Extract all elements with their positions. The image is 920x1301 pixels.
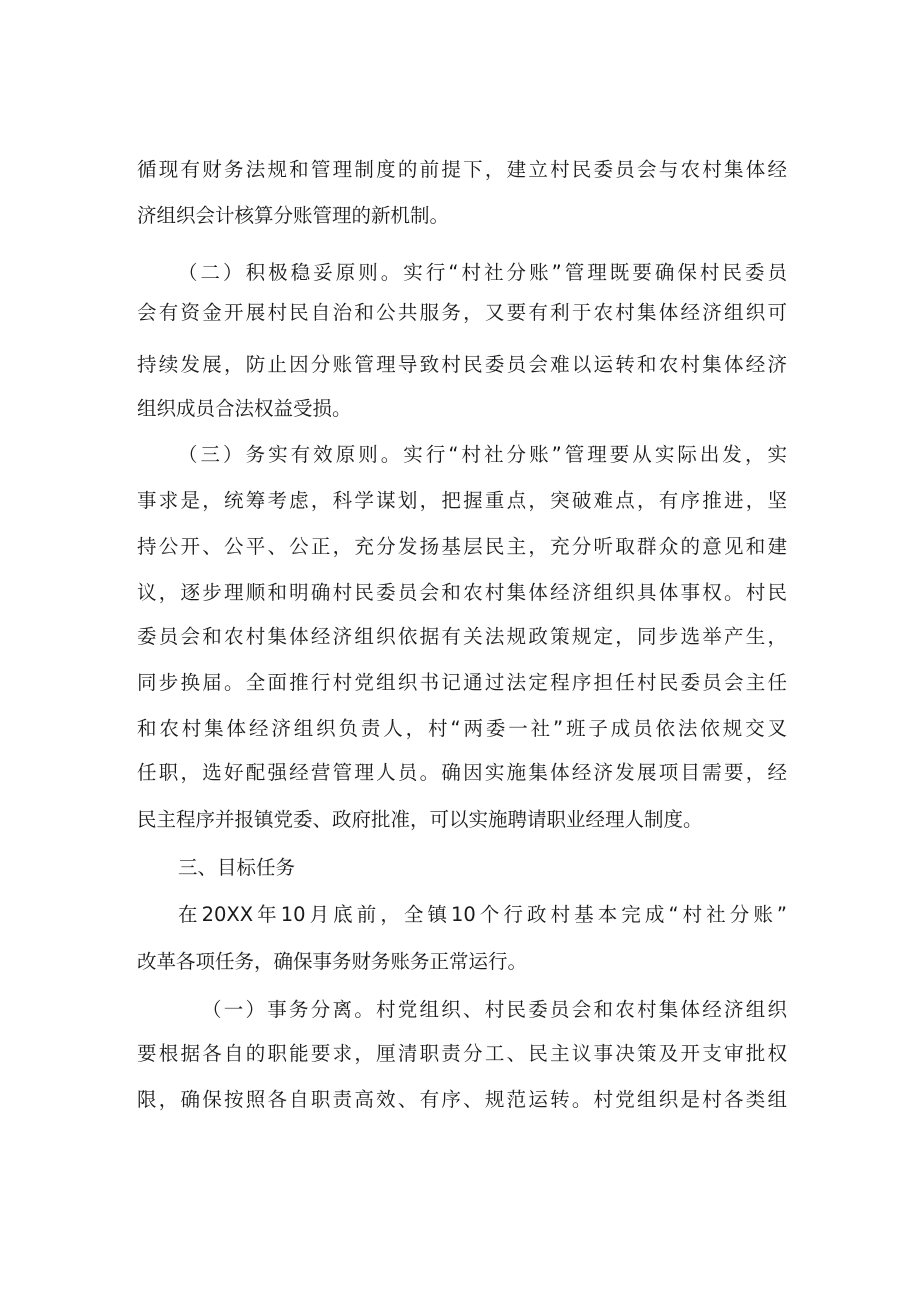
text-line: 委员会和农村集体经济组织依据有关法规政策规定，同步选举产生，	[137, 625, 787, 648]
text-line: 循现有财务法规和管理制度的前提下，建立村民委员会与农村集体经	[137, 158, 787, 181]
paragraph-heading-line: （三）务实有效原则。实行“村社分账”管理要从实际出发，实	[178, 443, 787, 466]
section-heading: 三、目标任务	[178, 856, 296, 879]
text-line: 组织成员合法权益受损。	[137, 397, 352, 420]
text-line: 议，逐步理顺和明确村民委员会和农村集体经济组织具体事权。村民	[137, 581, 787, 604]
text-line: 要根据各自的职能要求，厘清职责分工、民主议事决策及开支审批权	[137, 1042, 787, 1065]
text-line: 和农村集体经济组织负责人，村“两委一社”班子成员依法依规交叉	[137, 717, 787, 740]
text-line: 限，确保按照各自职责高效、有序、规范运转。村党组织是村各类组	[137, 1088, 787, 1111]
text-line: 同步换届。全面推行村党组织书记通过法定程序担任村民委员会主任	[137, 671, 787, 694]
text-line: 会有资金开展村民自治和公共服务，又要有利于农村集体经济组织可	[137, 301, 787, 324]
text-line: 持公开、公平、公正，充分发扬基层民主，充分听取群众的意见和建	[137, 535, 787, 558]
text-line: 在20XX年10月底前，全镇10个行政村基本完成“村社分账”	[178, 903, 787, 926]
text-line: 民主程序并报镇党委、政府批准，可以实施聘请职业经理人制度。	[137, 808, 703, 831]
text-line: 任职，选好配强经营管理人员。确因实施集体经济发展项目需要，经	[137, 761, 787, 784]
text-line: 持续发展，防止因分账管理导致村民委员会难以运转和农村集体经济	[137, 353, 787, 376]
text-line: 济组织会计核算分账管理的新机制。	[137, 204, 450, 227]
paragraph-heading-line: （一）事务分离。村党组织、村民委员会和农村集体经济组织	[202, 998, 787, 1021]
paragraph-heading-line: （二）积极稳妥原则。实行“村社分账”管理既要确保村民委员	[178, 261, 787, 284]
text-line: 改革各项任务，确保事务财务账务正常运行。	[137, 950, 528, 973]
text-line: 事求是，统筹考虑，科学谋划，把握重点，突破难点，有序推进，坚	[137, 489, 787, 512]
